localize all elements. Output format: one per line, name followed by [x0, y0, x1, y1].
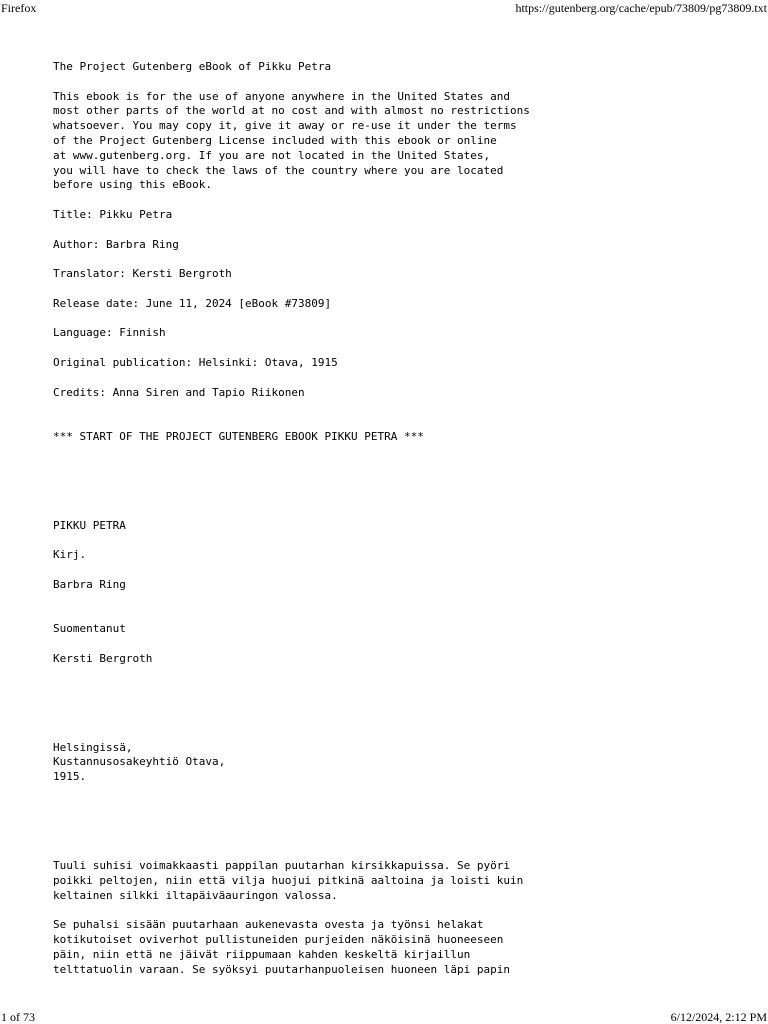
text-line: The Project Gutenberg eBook of Pikku Petra [53, 60, 332, 73]
text-line: PIKKU PETRA [53, 518, 126, 532]
text-line [53, 415, 753, 430]
text-line [53, 534, 753, 549]
text-line [53, 785, 753, 800]
text-line: Suomentanut [53, 622, 126, 636]
text-line: telttatuolin varaan. Se syöksyi puutarhanpuoleisen huoneen läpi papin [53, 962, 510, 976]
text-line [53, 637, 753, 652]
text-line: whatsoever. You may copy it, give it away or re-use it under the terms [53, 119, 517, 133]
text-line [53, 282, 753, 297]
text-line: päin, niin että ne jäivät riippumaan kahden keskeltä kirjaillun [53, 947, 471, 961]
text-line: kotikutoiset oviverhot pullistuneiden purjeiden näköisinä huoneeseen [53, 933, 504, 947]
text-line: Se puhalsi sisään puutarhaan aukenevasta ovesta ja työnsi helakat [53, 918, 484, 932]
text-line: at www.gutenberg.org. If you are not located in the United States, [53, 148, 491, 162]
text-line: Translator: Kersti Bergroth [53, 267, 232, 281]
text-line: Original publication: Helsinki: Otava, 1915 [53, 355, 338, 369]
text-line [53, 460, 753, 475]
text-line [53, 489, 753, 504]
text-line: most other parts of the world at no cost and with almost no restrictions [53, 104, 530, 118]
text-line: Kustannusosakeyhtiö Otava, [53, 755, 226, 769]
text-line [53, 252, 753, 267]
text-line: poikki peltojen, niin että vilja huojui pitkinä aaltoina ja loisti kuin [53, 873, 524, 887]
text-line: Release date: June 11, 2024 [eBook #73809] [53, 296, 332, 310]
text-line: Helsingissä, [53, 740, 133, 754]
text-line: Tuuli suhisi voimakkaasti pappilan puutarhan kirsikkapuissa. Se pyöri [53, 859, 510, 873]
text-line: *** START OF THE PROJECT GUTENBERG EBOOK PIKKU PETRA *** [53, 429, 424, 443]
text-line [53, 829, 753, 844]
text-line: Credits: Anna Siren and Tapio Riikonen [53, 385, 305, 399]
header-url: https://gutenberg.org/cache/epub/73809/pg73809.txt [515, 1, 767, 15]
text-line [53, 711, 753, 726]
text-line: keltainen silkki iltapäiväauringon valossa. [53, 888, 338, 902]
text-line [53, 75, 753, 90]
footer-page-indicator: 1 of 73 [1, 1010, 35, 1024]
text-line: of the Project Gutenberg License included with this ebook or online [53, 133, 497, 147]
text-line [53, 371, 753, 386]
text-line [53, 400, 753, 415]
text-line [53, 696, 753, 711]
text-line: Barbra Ring [53, 577, 126, 591]
text-line [53, 341, 753, 356]
text-line [53, 504, 753, 519]
ebook-text [53, 60, 753, 977]
text-line: Language: Finnish [53, 326, 166, 340]
text-line [53, 563, 753, 578]
text-line [53, 312, 753, 327]
text-line [53, 726, 753, 741]
text-line: 1915. [53, 770, 87, 784]
text-line [53, 607, 753, 622]
text-line [53, 223, 753, 238]
text-line: Title: Pikku Petra [53, 207, 173, 221]
text-line [53, 844, 753, 859]
text-line [53, 815, 753, 830]
text-line: before using this eBook. [53, 178, 212, 192]
text-line: Author: Barbra Ring [53, 237, 179, 251]
header-app-name: Firefox [1, 1, 37, 15]
text-line [53, 593, 753, 608]
footer-datetime: 6/12/2024, 2:12 PM [670, 1010, 767, 1024]
text-line: you will have to check the laws of the country where you are located [53, 163, 504, 177]
text-line [53, 193, 753, 208]
text-line [53, 474, 753, 489]
text-line: Kirj. [53, 548, 87, 562]
text-line [53, 903, 753, 918]
text-line [53, 800, 753, 815]
text-line [53, 667, 753, 682]
text-line [53, 445, 753, 460]
text-line: This ebook is for the use of anyone anywhere in the United States and [53, 89, 510, 103]
text-line: Kersti Bergroth [53, 651, 153, 665]
text-line [53, 681, 753, 696]
